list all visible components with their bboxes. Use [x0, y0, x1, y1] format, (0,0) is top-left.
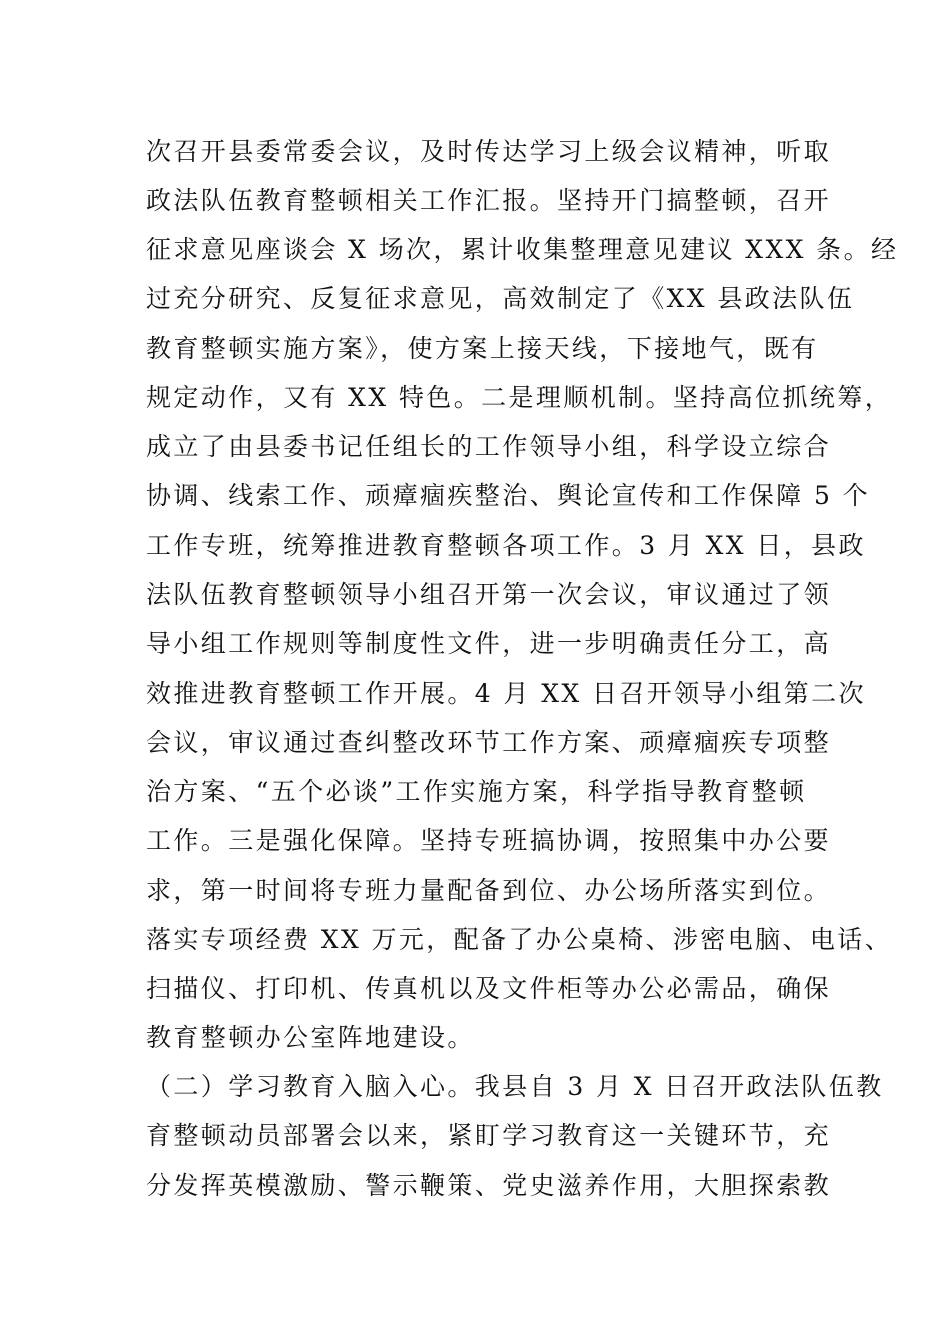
paragraph-line: 工作专班，统筹推进教育整顿各项工作。3 月 XX 日，县政: [146, 531, 866, 560]
paragraph-line: 征求意见座谈会 X 场次，累计收集整理意见建议 XXX 条。经: [146, 235, 899, 264]
paragraph-line: 教育整顿实施方案》，使方案上接天线，下接地气，既有: [146, 334, 819, 363]
paragraph-line: 法队伍教育整顿领导小组召开第一次会议，审议通过了领: [146, 580, 832, 609]
paragraph-line: 规定动作，又有 XX 特色。二是理顺机制。坚持高位抓统筹，: [146, 383, 893, 412]
paragraph-line: 会议，审议通过查纠整改环节工作方案、顽瘴痼疾专项整: [146, 728, 832, 757]
paragraph-line: 政法队伍教育整顿相关工作汇报。坚持开门搞整顿，召开: [146, 186, 832, 215]
paragraph-line: 落实专项经费 XX 万元，配备了办公桌椅、涉密电脑、电话、: [146, 925, 893, 954]
section-heading-line: （二）学习教育入脑入心。我县自 3 月 X 日召开政法队伍教: [146, 1072, 884, 1101]
paragraph-line: 分发挥英模激励、警示鞭策、党史滋养作用，大胆探索教: [146, 1171, 832, 1200]
paragraph-line: 过充分研究、反复征求意见，高效制定了《XX 县政法队伍: [146, 284, 855, 313]
paragraph-line: 导小组工作规则等制度性文件，进一步明确责任分工，高: [146, 629, 832, 658]
paragraph-line: 育整顿动员部署会以来，紧盯学习教育这一关键环节，充: [146, 1121, 832, 1150]
paragraph-line: 成立了由县委书记任组长的工作领导小组，科学设立综合: [146, 432, 832, 461]
paragraph-line: 工作。三是强化保障。坚持专班搞协调，按照集中办公要: [146, 826, 832, 855]
paragraph-line: 求，第一时间将专班力量配备到位、办公场所落实到位。: [146, 876, 832, 905]
paragraph-line: 扫描仪、打印机、传真机以及文件柜等办公必需品，确保: [146, 974, 832, 1003]
paragraph-line: 教育整顿办公室阵地建设。: [146, 1023, 475, 1052]
paragraph-line: 效推进教育整顿工作开展。4 月 XX 日召开领导小组第二次: [146, 679, 866, 708]
paragraph-line: 治方案、“五个必谈”工作实施方案，科学指导教育整顿: [146, 777, 807, 806]
paragraph-line: 协调、线索工作、顽瘴痼疾整治、舆论宣传和工作保障 5 个: [146, 481, 871, 510]
paragraph-line: 次召开县委常委会议，及时传达学习上级会议精神，听取: [146, 137, 832, 166]
